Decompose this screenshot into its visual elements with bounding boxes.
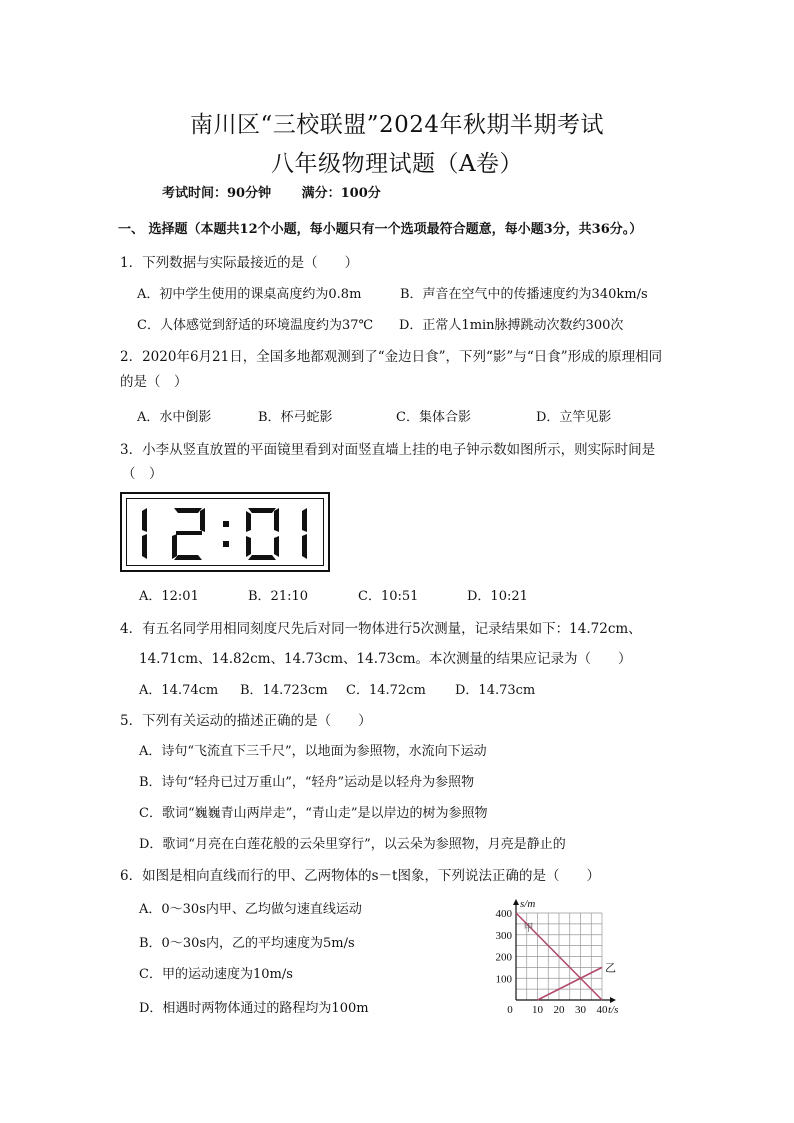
question-1-stem: 1．下列数据与实际最接近的是（ ） [120,255,359,271]
question-5-stem: 5．下列有关运动的描述正确的是（ ） [120,713,372,729]
question-1-option-d: D．正常人1min脉搏跳动次数约300次 [399,318,624,333]
question-2-option-d: D．立竿见影 [536,410,612,425]
question-5-option-b: B．诗句“轻舟已过万重山”，“轻舟”运动是以轻舟为参照物 [139,775,475,790]
series-yi-label: 乙 [605,962,616,975]
full-score: 满分：100分 [301,186,381,201]
question-5-option-d: D．歌词“月亮在白莲花般的云朵里穿行”，以云朵为参照物，月亮是静止的 [139,837,566,852]
question-6-option-a: A．0～30s内甲、乙均做匀速直线运动 [139,902,362,917]
question-6-stem: 6．如图是相向直线而行的甲、乙两物体的s－t图象，下列说法正确的是（ ） [120,868,600,884]
question-3-option-c: C．10:51 [358,589,419,604]
exam-title: 南川区“三校联盟”2024年秋期半期考试 [189,112,605,138]
exam-meta [162,182,407,201]
x-tick-label: 30 [575,1004,586,1014]
x-axis-arrow [610,997,616,1003]
x-tick-label: 20 [553,1004,565,1014]
question-6-option-c: C．甲的运动速度为10m/s [139,967,293,982]
question-3-option-a: A．12:01 [139,589,199,604]
exam-subtitle: 八年级物理试题（A卷） [270,151,524,177]
question-2-option-c: C．集体合影 [396,410,471,425]
y-tick-label: 300 [495,929,512,942]
question-3-stem-line1: 3．小李从竖直放置的平面镜里看到对面竖直墙上挂的电子钟示数如图所示，则实际时间是 [120,442,656,458]
question-3-option-d: D．10:21 [467,589,528,604]
digital-clock-figure [120,492,330,572]
x-tick-label: 40 [596,1004,608,1014]
question-6-option-b: B．0～30s内，乙的平均速度为5m/s [139,936,355,951]
x-tick-label: 10 [532,1004,543,1014]
question-1-option-b: B．声音在空气中的传播速度约为340km/s [400,287,648,302]
s-t-graph-svg [480,884,650,1014]
y-tick-label: 200 [495,951,512,964]
question-3-option-b: B．21:10 [248,589,309,604]
s-t-graph [480,884,650,1018]
exam-time: 考试时间：90分钟 [162,186,272,201]
question-2-stem-line1: 2．2020年6月21日，全国多地都观测到了“金边日食”，下列“影”与“日食”形成的原理相同 [120,349,663,365]
y-tick-label: 100 [495,973,512,986]
question-4-stem-line2: 14.71cm、14.82cm、14.73cm、14.73cm。本次测量的结果应记录为（ ） [139,651,632,667]
question-2-option-b: B．杯弓蛇影 [258,410,333,425]
question-2-stem-line2: 的是（ ） [120,374,188,390]
series-jia-label: 甲 [523,922,534,934]
question-5-option-a: A．诗句“飞流直下三千尺”，以地面为参照物，水流向下运动 [139,744,487,759]
y-axis-arrow [513,899,519,905]
clock-digits [122,494,332,574]
question-4-option-b: B．14.723cm [240,683,328,698]
y-axis-label: s/m [520,898,536,910]
question-6-option-d: D．相遇时两物体通过的路程均为100m [139,1001,369,1016]
question-4-option-d: D．14.73cm [455,683,536,698]
x-axis-label: t/s [608,1004,619,1014]
x-tick-label: 0 [507,1004,513,1014]
y-tick-label: 400 [495,908,512,920]
question-4-option-c: C．14.72cm [346,683,426,698]
question-1-option-c: C．人体感觉到舒适的环境温度约为37℃ [137,318,374,333]
question-4-stem-line1: 4．有五名同学用相同刻度尺先后对同一物体进行5次测量，记录结果如下：14.72cm、 [120,621,642,637]
question-1-option-a: A．初中学生使用的课桌高度约为0.8m [137,287,362,302]
section-heading: 一、 选择题（本题共12个小题，每小题只有一个选项最符合题意，每小题3分，共36分。） [118,222,643,237]
question-4-option-a: A．14.74cm [139,683,219,698]
question-2-option-a: A．水中倒影 [137,410,212,425]
question-5-option-c: C．歌词“巍巍青山两岸走”，“青山走”是以岸边的树为参照物 [139,806,488,821]
question-3-stem-line2: （ ） [122,466,163,482]
